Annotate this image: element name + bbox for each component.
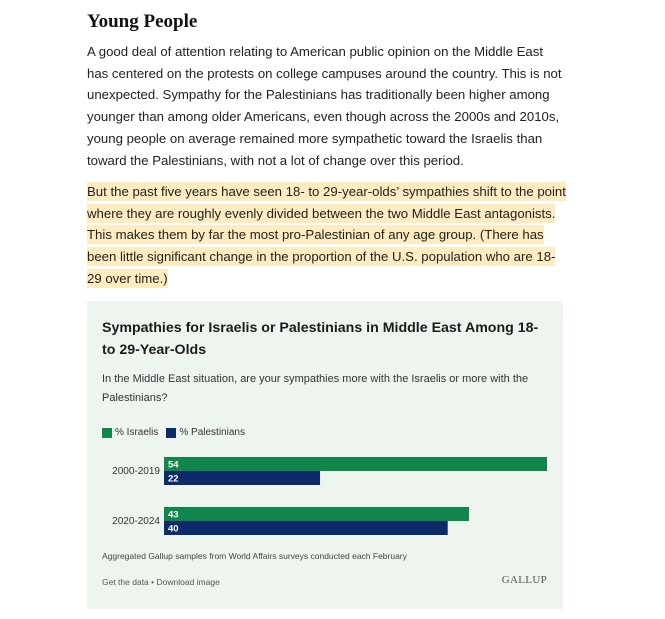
- bar-israelis: [164, 457, 547, 471]
- chart-card: [87, 301, 563, 609]
- bar-palestinians: [164, 471, 320, 485]
- highlighted-paragraph: [87, 181, 567, 290]
- legend-label-israelis: % Israelis: [115, 427, 159, 438]
- bar-palestinians: [164, 521, 448, 535]
- bar-value-label: 22: [168, 473, 179, 485]
- gallup-logo: GALLUP: [501, 574, 547, 586]
- chart-links: [102, 577, 220, 587]
- section-heading: Young People: [87, 11, 198, 32]
- bar-value-label: 54: [168, 459, 179, 471]
- legend-item-palestinians: [166, 427, 245, 438]
- chart-subtitle: In the Middle East situation, are your sympathies more with the Israelis or more with the Palestinians?: [102, 373, 529, 404]
- legend-label-palestinians: % Palestinians: [179, 427, 245, 438]
- download-image-link[interactable]: Download image: [156, 577, 220, 587]
- legend-swatch-palestinians: [166, 428, 176, 438]
- legend-item-israelis: [102, 427, 158, 438]
- bar-value-label: 43: [168, 509, 179, 521]
- highlighted-text: But the past five years have seen 18- to 29-year-olds’ sympathies shift to the point where they are roughly evenly divided between the two Middle East antagonists. This makes them by far the most pro-Palestinian of any age group. (There has been little significant change in the proportion of the U.S. population who are 18-29 over time.): [87, 184, 566, 286]
- chart-title: Sympathies for Israelis or Palestinians in Middle East Among 18- to 29-Year-Olds: [102, 320, 539, 358]
- link-separator: •: [148, 577, 157, 587]
- bar-chart: [87, 451, 563, 541]
- category-label: 2000-2019: [112, 466, 160, 477]
- category-label: 2020-2024: [112, 516, 160, 527]
- bar-value-label: 40: [168, 523, 179, 535]
- get-data-link[interactable]: Get the data: [102, 577, 149, 587]
- intro-paragraph: A good deal of attention relating to American public opinion on the Middle East has centered on the protests on college campuses around the country. This is not unexpected. Sympathy for the Palestinians has traditionally been higher among younger than among older Americans, even though across the 2000s and 2010s, young people on average remained more sympathetic toward the Israelis than toward the Palestinians, with not a lot of change over this period.: [87, 44, 562, 168]
- chart-legend: [102, 427, 253, 438]
- bar-israelis: [164, 507, 469, 521]
- chart-footnote: Aggregated Gallup samples from World Affairs surveys conducted each February: [102, 551, 407, 561]
- legend-swatch-israelis: [102, 428, 112, 438]
